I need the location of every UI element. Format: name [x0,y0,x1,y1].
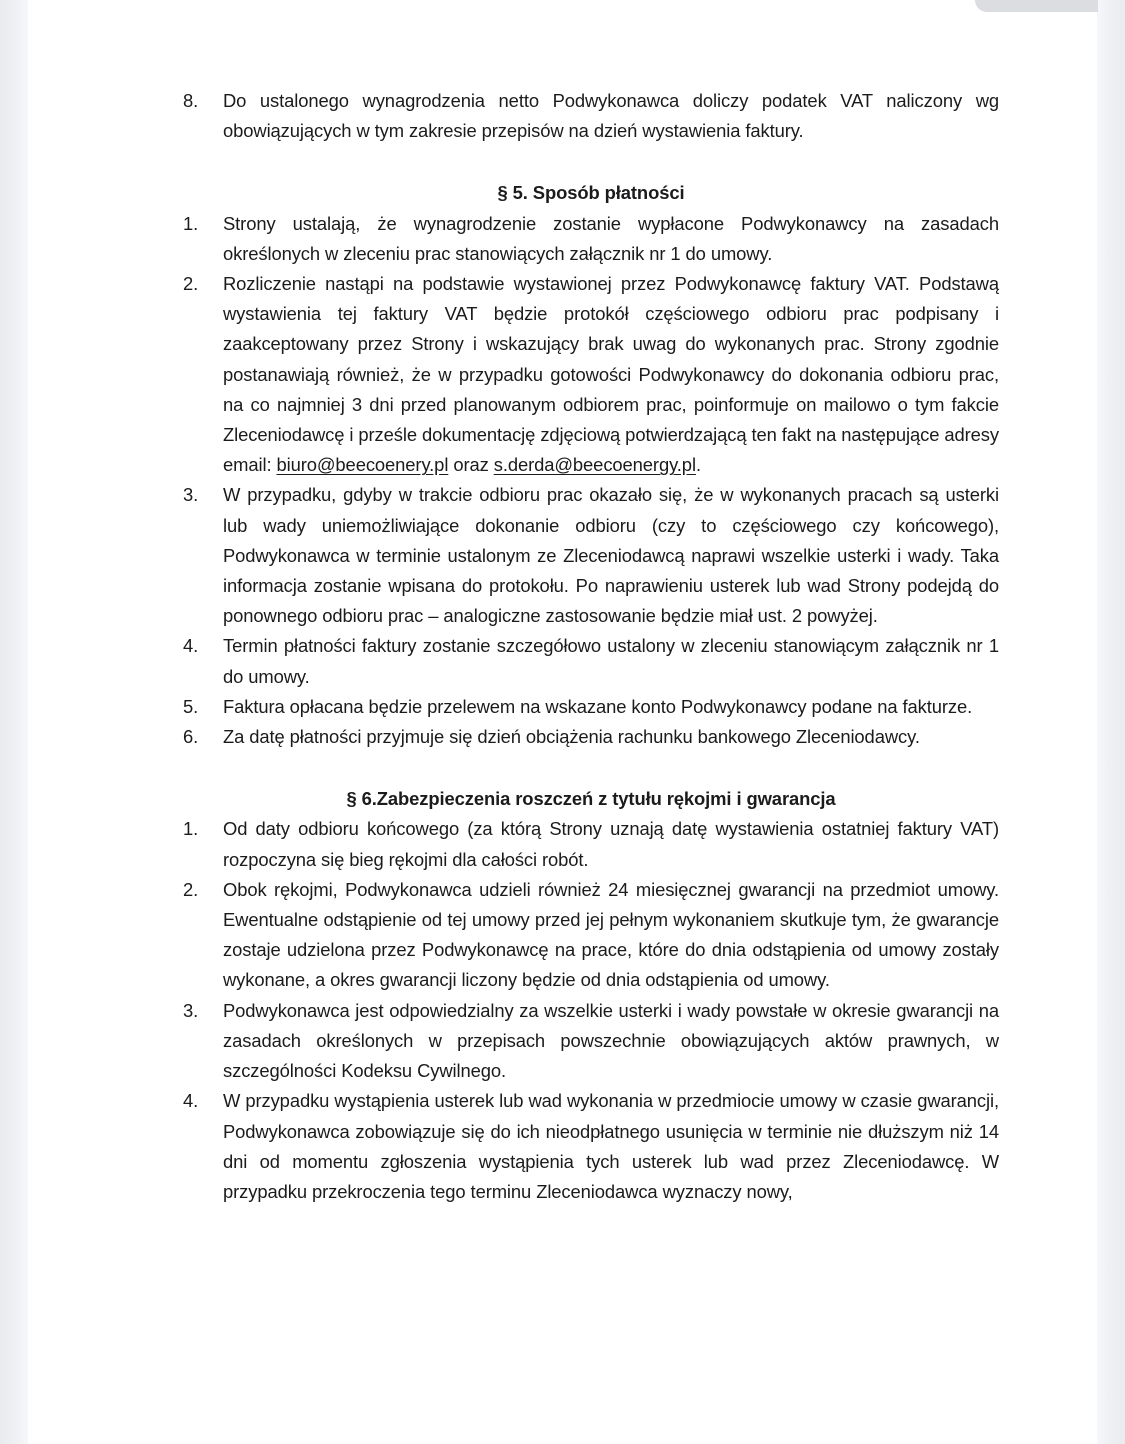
item-number: 1. [183,212,199,234]
section-6-heading: § 6.Zabezpieczenia roszczeń z tytułu rękojmi i gwarancja [346,788,836,810]
item-text-between-emails: oraz [448,454,494,476]
item-text: Za datę płatności przyjmuje się dzień obciążenia rachunku bankowego Zleceniodawcy. [223,726,920,748]
item-text-before-emails: Rozliczenie nastąpi na podstawie wystawionej przez Podwykonawcę faktury VAT. Podstawą wystawienia tej faktury VAT będzie protokół częściowego odbioru prac podpisany i zaakceptowany przez Strony i wskazujący brak uwag do wykonanych prac. Strony zgodnie postanawiają również, że w przypadku gotowości Podwykonawcy do dokonania odbioru prac, na co najmniej 3 dni przed planowanym odbiorem prac, poinformuje on mailowo o tym fakcie Zleceniodawcę i prześle dokumentację zdjęciową potwierdzającą ten fakt na następujące adresy email: [223,273,999,476]
item-text: W przypadku, gdyby w trakcie odbioru prac okazało się, że w wykonanych pracach są usterki lub wady uniemożliwiające dokonanie odbioru (czy to częściowego czy końcowego), Podwykonawca w terminie ustalonym ze Zleceniodawcą naprawi wszelkie usterki i wady. Taka informacja zostanie wpisana do protokołu. Po naprawieniu usterek lub wad Strony podejdą do ponownego odbioru prac – analogiczne zastosowanie będzie miał ust. 2 powyżej. [223,484,999,627]
item-number: 2. [183,273,199,295]
list-item-s5-2 [183,269,999,480]
list-item-s6-1 [183,814,999,874]
item-number: 2. [183,878,199,900]
document-content [183,86,999,1207]
item-text: Faktura opłacana będzie przelewem na wskazane konto Podwykonawcy podane na fakturze. [223,695,973,717]
item-number: 4. [183,1090,199,1112]
item-number: 3. [183,999,199,1021]
item-number: 5. [183,695,199,717]
item-number: 3. [183,484,199,506]
list-item-s5-5 [183,692,999,722]
list-item-s6-3 [183,996,999,1087]
list-item-s5-1 [183,209,999,269]
item-text: Obok rękojmi, Podwykonawca udzieli również 24 miesięcznej gwarancji na przedmiot umowy. Ewentualne odstąpienie od tej umowy przed jej pełnym wykonaniem skutkuje tym, że gwarancje zostaje udzielona przez Podwykonawcę na prace, które do dnia odstąpienia od umowy zostały wykonane, a okres gwarancji liczony będzie od dnia odstąpienia od umowy. [223,878,999,991]
item-text: Podwykonawca jest odpowiedzialny za wszelkie usterki i wady powstałe w okresie gwarancji na zasadach określonych w przepisach powszechnie obowiązujących aktów prawnych, w szczególności Kodeksu Cywilnego. [223,999,999,1082]
viewer-right-margin [1097,0,1125,1444]
item-text: W przypadku wystąpienia usterek lub wad wykonania w przedmiocie umowy w czasie gwarancji, Podwykonawca zobowiązuje się do ich nieodpłatnego usunięcia w terminie nie dłuższym niż 14 dni od momentu zgłoszenia wystąpienia tych usterek lub wad przez Zleceniodawcę. W przypadku przekroczenia tego terminu Zleceniodawca wyznaczy nowy, [223,1090,999,1202]
list-item-s5-3 [183,480,999,631]
item-text [223,273,999,475]
document-page [28,0,1097,1444]
item-number: 1. [183,818,199,840]
item-text: Strony ustalają, że wynagrodzenie zostanie wypłacone Podwykonawcy na zasadach określonych w zleceniu prac stanowiących załącznik nr 1 do umowy. [223,212,999,264]
item-number: 8. [183,90,199,111]
item-text: Termin płatności faktury zostanie szczegółowo ustalony w zleceniu stanowiącym załącznik nr 1 do umowy. [223,635,999,687]
section-5-heading: § 5. Sposób płatności [497,182,685,204]
list-item-s5-6 [183,722,999,752]
viewer-left-margin [0,0,28,1444]
list-item-s6-2 [183,875,999,996]
list-item-s6-4 [183,1086,999,1207]
floating-toolbar-remnant [975,0,1098,12]
list-item-s5-4 [183,631,999,691]
list-item-8 [183,86,999,146]
email-link-biuro[interactable]: biuro@beecoenery.pl [276,454,449,476]
email-link-sderda[interactable]: s.derda@beecoenergy.pl [493,454,696,476]
item-text: Od daty odbioru końcowego (za którą Strony uznają datę wystawienia ostatniej faktury VAT) rozpoczyna się bieg rękojmi dla całości robót. [223,818,999,870]
item-number: 4. [183,635,199,657]
item-text-after-emails: . [695,454,701,476]
item-number: 6. [183,726,199,748]
item-text: Do ustalonego wynagrodzenia netto Podwykonawca doliczy podatek VAT naliczony wg obowiązujących w tym zakresie przepisów na dzień wystawienia faktury. [223,90,999,142]
